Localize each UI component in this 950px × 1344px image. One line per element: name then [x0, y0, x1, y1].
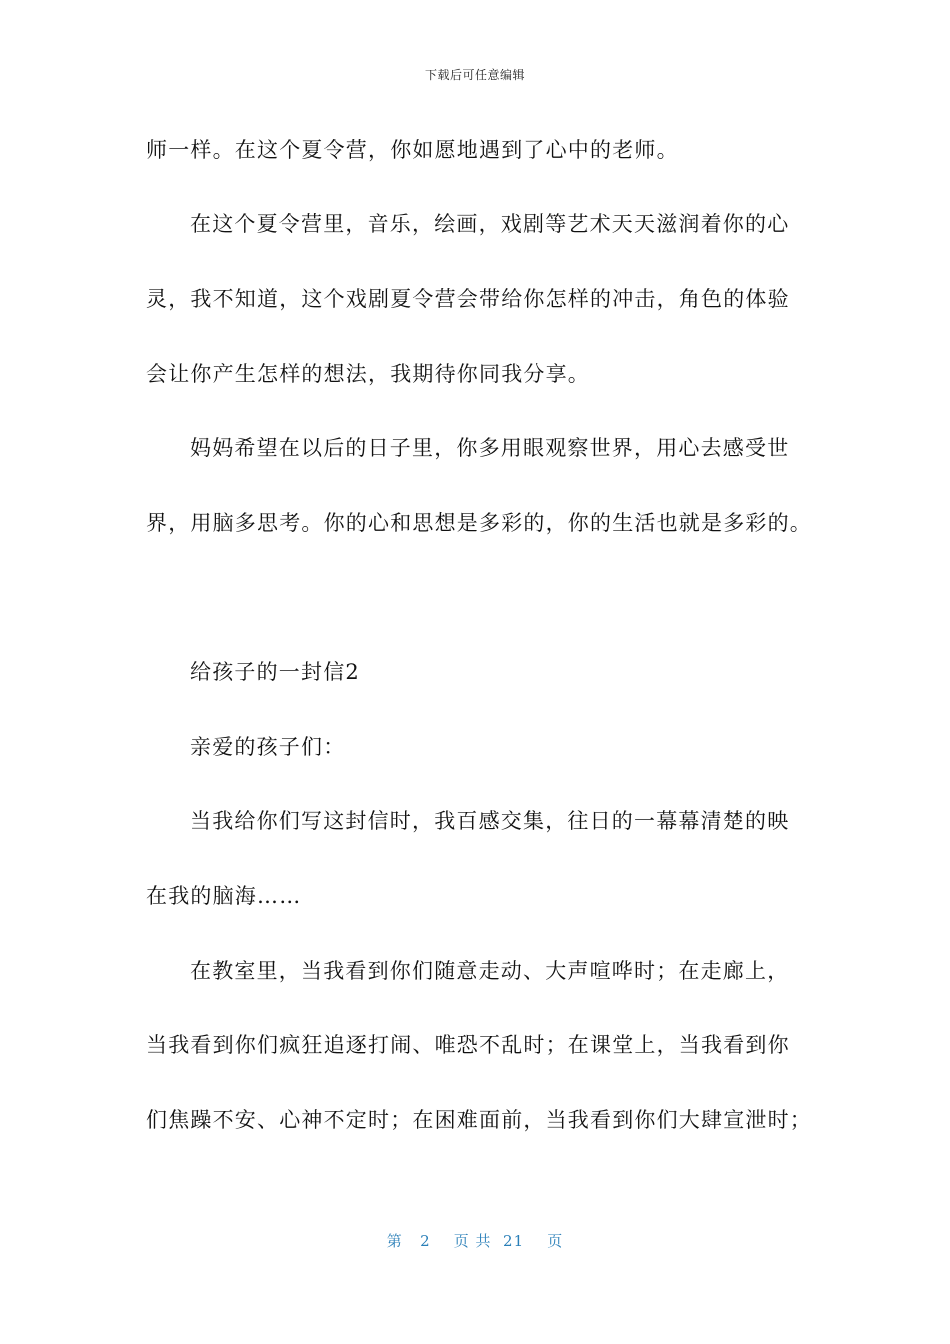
body-line-1: 师一样。在这个夏令营，你如愿地遇到了心中的老师。	[146, 138, 679, 162]
body-line-3: 灵，我不知道，这个戏剧夏令营会带给你怎样的冲击，角色的体验	[146, 287, 790, 311]
footer-total-pages: 21	[503, 1232, 525, 1250]
footer-suffix: 页	[547, 1232, 564, 1250]
body-line-8: 在我的脑海……	[146, 884, 302, 908]
body-line-7: 当我给你们写这封信时，我百感交集，往日的一幕幕清楚的映	[190, 809, 790, 833]
footer-page-number: 2	[420, 1232, 431, 1250]
salutation: 亲爱的孩子们：	[190, 735, 346, 759]
body-line-4: 会让你产生怎样的想法，我期待你同我分享。	[146, 362, 590, 386]
section-title: 给孩子的一封信2	[190, 660, 360, 684]
body-line-11: 们焦躁不安、心神不定时；在困难面前，当我看到你们大肆宣泄时；	[146, 1108, 812, 1132]
body-line-9: 在教室里，当我看到你们随意走动、大声喧哗时；在走廊上，	[190, 959, 790, 983]
body-line-2: 在这个夏令营里，音乐，绘画，戏剧等艺术天天滋润着你的心	[190, 212, 790, 236]
page-footer	[0, 1230, 950, 1251]
body-line-6: 界，用脑多思考。你的心和思想是多彩的，你的生活也就是多彩的。	[146, 511, 812, 535]
footer-middle: 页 共	[453, 1232, 492, 1250]
footer-prefix: 第	[386, 1232, 403, 1250]
body-line-10: 当我看到你们疯狂追逐打闹、唯恐不乱时；在课堂上，当我看到你	[146, 1033, 790, 1057]
page-header: 下载后可任意编辑	[424, 68, 525, 82]
body-line-5: 妈妈希望在以后的日子里，你多用眼观察世界，用心去感受世	[190, 436, 790, 460]
